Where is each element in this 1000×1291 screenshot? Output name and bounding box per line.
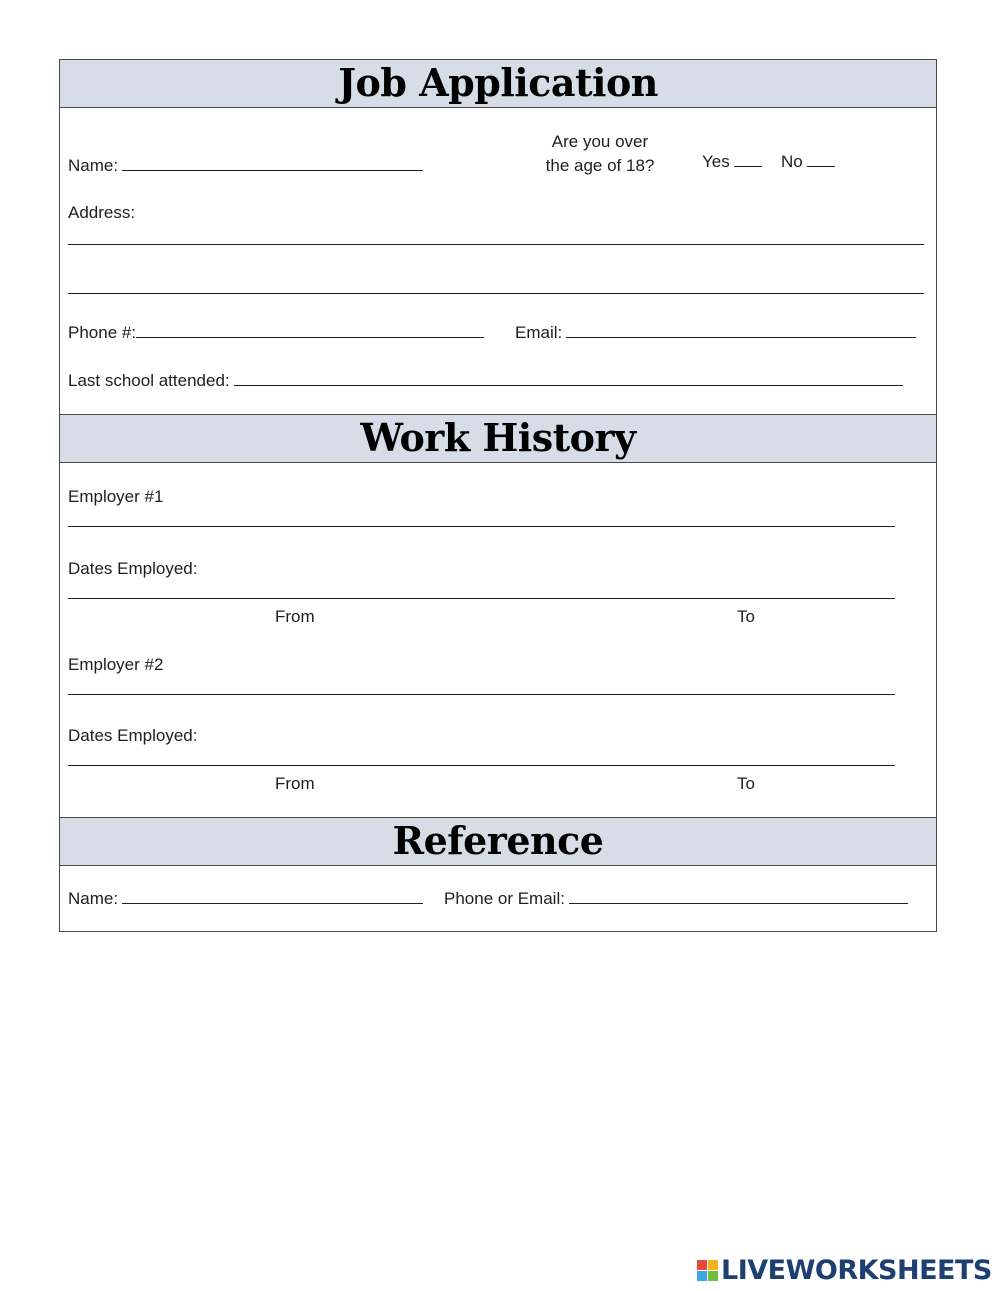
school-blank[interactable]	[234, 371, 903, 386]
age-question	[540, 132, 660, 176]
phone-field[interactable]	[68, 323, 484, 343]
no-blank[interactable]	[807, 152, 835, 167]
dates-employed2-label: Dates Employed:	[68, 726, 198, 745]
phone-label: Phone #:	[68, 323, 137, 342]
email-field[interactable]	[515, 323, 916, 343]
reference-contact-label: Phone or Email:	[444, 889, 565, 908]
email-blank[interactable]	[566, 323, 916, 338]
employer2-label: Employer #2	[68, 655, 164, 674]
no-option[interactable]	[781, 152, 835, 172]
reference-contact-field[interactable]	[444, 889, 908, 909]
address-label: Address:	[68, 203, 136, 222]
name-blank[interactable]	[122, 156, 423, 171]
age-question-line2: the age of 18?	[545, 156, 655, 175]
reference-name-field[interactable]	[68, 889, 423, 909]
address-line-1[interactable]	[68, 244, 924, 245]
logo-square-2	[708, 1260, 718, 1270]
logo-icon	[697, 1260, 718, 1281]
no-label: No	[781, 152, 803, 171]
name-field[interactable]	[68, 156, 423, 176]
dates1-from-label: From	[275, 607, 315, 626]
section-header-job-application: Job Application	[60, 60, 936, 108]
dates-employed1-line[interactable]	[68, 598, 895, 599]
age-question-line1: Are you over	[551, 132, 649, 151]
logo-square-3	[697, 1271, 707, 1281]
employer1-label: Employer #1	[68, 487, 164, 506]
reference-name-label: Name:	[68, 889, 119, 908]
school-field[interactable]	[68, 371, 903, 391]
logo-text: LIVEWORKSHEETS	[721, 1254, 992, 1286]
address-line-2[interactable]	[68, 293, 924, 294]
employer2-line[interactable]	[68, 694, 895, 695]
phone-blank[interactable]	[136, 323, 484, 338]
name-label: Name:	[68, 156, 119, 175]
employer1-line[interactable]	[68, 526, 895, 527]
logo-square-4	[708, 1271, 718, 1281]
section-header-reference: Reference	[60, 817, 936, 866]
logo-square-1	[697, 1260, 707, 1270]
yes-option[interactable]	[702, 152, 762, 172]
job-application-form	[59, 59, 937, 932]
dates2-to-label: To	[737, 774, 755, 793]
yes-label: Yes	[702, 152, 730, 171]
dates2-from-label: From	[275, 774, 315, 793]
email-label: Email:	[515, 323, 563, 342]
yes-blank[interactable]	[734, 152, 762, 167]
reference-contact-blank[interactable]	[569, 889, 908, 904]
liveworksheets-logo	[697, 1255, 992, 1285]
section-header-work-history: Work History	[60, 414, 936, 463]
dates1-to-label: To	[737, 607, 755, 626]
school-label: Last school attended:	[68, 371, 230, 390]
dates-employed2-line[interactable]	[68, 765, 895, 766]
dates-employed1-label: Dates Employed:	[68, 559, 198, 578]
reference-name-blank[interactable]	[122, 889, 423, 904]
